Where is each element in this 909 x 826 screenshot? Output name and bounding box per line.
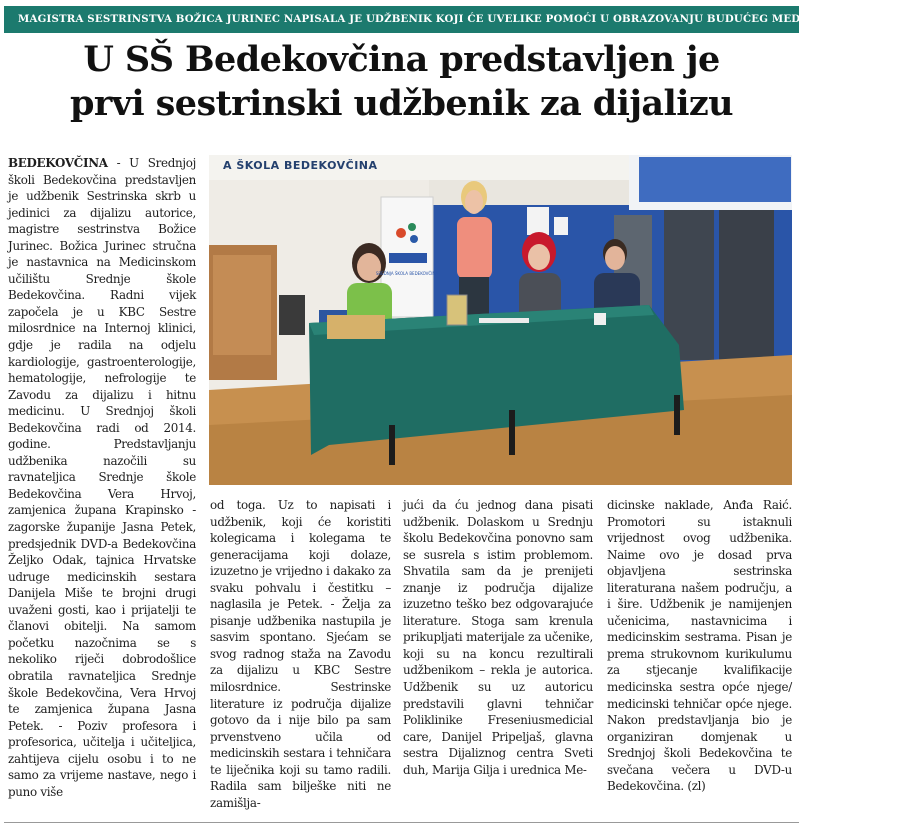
- headline: [6, 38, 797, 126]
- bottom-rule: [4, 822, 799, 823]
- text-column-4: dicinske naklade, Anđa Raić. Promotori su istaknuli vrijednost ovog udžbenika. Naime ovo je dosad prva objavljena sestrinska literaturana našem području, a i šire. Udžbenik je namijenjen učenicima, nastavnicima i medicinskim sestrama. Pisan je prema strukovnom kurikulumu za stjecanje kvalifikacije medicinska sestra opće njege/ medicinski tehničar opće njege. Nakon predstavljanja bio je organiziran domjenak u Srednjoj školi Bedekovčina te svečana večera u DVD-u Bedekovčina. (zl): [607, 498, 792, 794]
- photo-wall-sign: A ŠKOLA BEDEKOVČINA: [223, 159, 378, 172]
- kicker-text: MAGISTRA SESTRINSTVA BOŽICA JURINEC NAPISALA JE UDŽBENIK KOJI ĆE UVELIKE POMOĆI U OBRAZOVANJU BUDUĆEG MEDICINSKOG KADRA: [18, 13, 909, 25]
- text-column-3: jući da ću jednog dana pisati udžbenik. Dolaskom u Srednju školu Bedekovčina ponovno sam se susrela s istim problemom. Shvatila sam da je prenijeti znanje iz područja dijalize izuzetno teško bez odgovarajuće literature. Stoga sam krenula prikupljati materijale za učenike, koji su na koncu rezultirali udžbenikom – rekla je autorica. Udžbenik su uz autoricu predstavili glavni tehničar Poliklinike Freseniusmedicial care, Danijel Pripeljaš, glavna sestra Dijaliznog centra Sveti duh, Marija Gilja i urednica Me-: [403, 498, 593, 777]
- text-column-2: od toga. Uz to napisati i udžbenik, koji će koristiti kolegicama i kolegama te generacijama koji dolaze, izuzetno je vrijedno i dakako za svaku pohvalu i čestitku – naglasila je Petek. - Želja za pisanje udžbenika nastupila je sasvim spontano. Sjećam se svog radnog staža na Zavodu za dijalizu u KBC Sestre milosrdnice. Sestrinske literature iz područja dijalize gotovo da i nije bilo pa sam prvenstveno učila od medicinskih sestara i tehničara te liječnika koji su tamo radili. Radila sam bilješke niti ne zamišlja-: [210, 498, 391, 810]
- headline-line-1: U SŠ Bedekovčina predstavljen je: [83, 39, 720, 80]
- text-column-1: [8, 155, 196, 800]
- photo-banner-text: SREDNJA ŠKOLA BEDEKOVČINA: [375, 271, 439, 276]
- dateline: BEDEKOVČINA: [8, 156, 108, 170]
- headline-line-2: prvi sestrinski udžbenik za dijalizu: [69, 83, 734, 124]
- kicker-bar: [4, 6, 909, 33]
- event-photo-illustration: [209, 155, 792, 485]
- column-1-body: - U Srednjoj školi Bedekovčina predstavljen je udžbenik Sestrinska skrb u jedinici za dijalizu autorice, magistre sestrinstva Božice Jurinec. Božica Jurinec stručna je nastavnica na Medicinskom učilištu Srednje škole Bedekovčina. Radni vijek započela je u KBC Sestre milosrdnice na Internoj klinici, gdje je radila na odjelu kardiologije, gastroenterologije, hematologije, nefrologije te Zavodu za dijalizu i hitnu medicinu. U Srednjoj školi Bedekovčina radi od 2014. godine. Predstavljanju udžbenika nazočili su ravnateljica Srednje škole Bedekovčina Vera Hrvoj, zamjenica župana Krapinsko - zagorske županije Jasna Petek, predsjednik DVD-a Bedekovčina Željko Odak, tajnica Hrvatske udruge medicinskih sestara Danijela Miše te brojni drugi uvaženi gosti, kao i prijatelji te članovi obitelji. Na samom početku nazočnima se s nekoliko riječi dobrodošlice obratila ravnateljica Srednje škole Bedekovčina, Vera Hrvoj te zamjenica župana Jasna Petek. - Poziv profesora i profesorica, učitelja i učiteljica, zahtijeva cijelu osobu i to ne samo za vrijeme nastave, nego i puno više: [8, 156, 196, 799]
- event-photo: [209, 155, 792, 485]
